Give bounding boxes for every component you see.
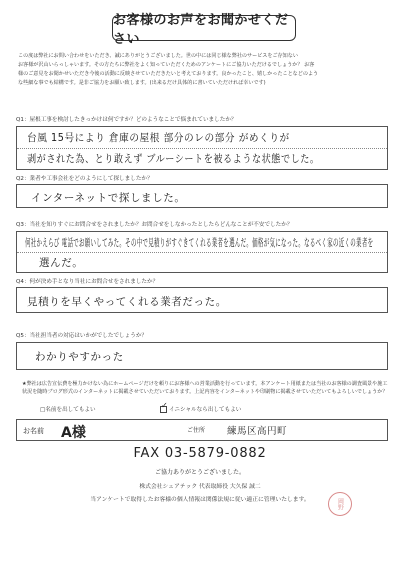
survey-title (112, 13, 296, 47)
publication-note: ★弊社は広告宣伝費を極力かけない為にホームページだけを頼りにお客様への営業活動を行っています。本アンケート用紙または当社のお客様の調査風景や施工状況を随時ブログ形式のインターネットに掲載させていただいております。上記内容をインターネットや印刷物に掲載させていただいてもよろしいでしょうか？ (22, 381, 388, 395)
thanks-text: ご協力ありがとうございました。 (154, 469, 245, 476)
question-4-label: Q4：何が決め手となり当社にお問合せをされましたか？ (16, 279, 159, 285)
question-1-answer-line: 剥がされた為、とり敢えず ブルーシートを被るような状態でした。 (27, 153, 320, 165)
intro-line: お客様が沢山いらっしゃいます。その方たちに弊社をよく知っていただくためのアンケートにご協力いただけるでしょうか？ お客 (18, 62, 315, 68)
question-2-answer-line: インターネットで探しました。 (31, 192, 186, 204)
intro-text (18, 52, 390, 88)
name-address-box (16, 419, 388, 441)
question-3-answer-box[interactable] (16, 231, 388, 273)
seal-stamp (328, 492, 352, 516)
question-4-answer-box[interactable] (16, 287, 388, 313)
option-initial-ok[interactable] (160, 401, 242, 413)
question-3-answer-line: 選んだ。 (39, 257, 84, 269)
question-5-label: Q5：当社担当者の対応はいかがでしたでしょうか？ (16, 333, 148, 339)
question-1-label: Q1：屋根工事を検討したきっかけは何ですか？どのようなことで悩まれていましたか？ (16, 117, 237, 123)
address-label: ご住所 (187, 427, 206, 434)
question-3-answer-line: 何社かえらび 電話でお願いしてみた。その中で見積りがすぐきてくれる業者を選んだ。価格が気になった。なるべく家の近くの業者を (25, 237, 374, 249)
option-name-ok[interactable]: □名前を出してもよい (40, 407, 96, 413)
question-2-answer-box[interactable] (16, 184, 388, 208)
question-4-answer-line: 見積りを早くやってくれる業者だった。 (27, 296, 227, 308)
address-value[interactable]: 練馬区高円町 (227, 426, 288, 437)
name-value[interactable]: A様 (61, 425, 86, 441)
checkmark-icon: ✓ (161, 401, 168, 410)
option-initial-ok-label: イニシャルなら出してもよい (169, 407, 242, 413)
company-line: 株式会社シェアテック 代表取締役 大久保 誠二 (139, 484, 261, 490)
question-5-answer-box[interactable] (16, 342, 388, 370)
survey-title-text: お客様のお声をお聞かせください (113, 13, 289, 47)
question-3-label: Q3：当社を知りすぐにお問合せをされましたか？お問合せをしなかったとしたらどんなことが不安でしたか？ (16, 222, 293, 228)
question-1-answer-box[interactable] (16, 126, 388, 170)
fax-number: FAX 03-5879-0882 (133, 446, 267, 461)
intro-line: 様のご意見をお聞かせいただき今後の活動に反映させていただきたいと考えております。良かったこと、嬉しかったことなどのよう (18, 71, 319, 77)
question-5-answer-line: わかりやすかった (35, 351, 124, 363)
name-label: お名前 (23, 427, 44, 435)
intro-line: な些細な事でも結構です。是非ご協力をお願い致します。(出来るだけ具体的に書いていただければ幸いです) (18, 80, 266, 86)
intro-line: この度は弊社にお問い合わせをいただき、誠にありがとうございました。世の中には同じ様な弊社のサービスをご存知ない (18, 53, 298, 59)
privacy-line: 当アンケートで取得したお客様の個人情報は関係法規に従い適正に管理いたします。 (90, 497, 310, 503)
seal-text: 岡野 (336, 498, 344, 510)
question-1-answer-line: 台風 15号により 倉庫の屋根 部分のレの部分 がめくりが (27, 132, 290, 144)
question-2-label: Q2：業者や工事会社をどのようにして探しましたか？ (16, 176, 153, 182)
